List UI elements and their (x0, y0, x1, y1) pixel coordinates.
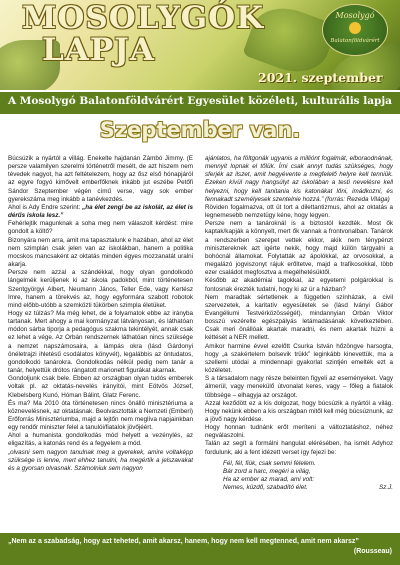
footer-quote-author: (Rousseau) (353, 548, 392, 555)
paragraph: Ahol a humanista gondolkodás mód helyett a vezénylés, az eligazítás, a katonás rend és a fegyelem a mód. (8, 432, 193, 448)
paragraph: Amikor harmine évvel ezelőtt Csurka István hőzöngve harsogta, hogy „a szakértelem bolsevik trükk” leginkább kinevettük, ma a szellemi utódai a mindennapi gyakorlat szintjén emelték ezt a közéletet. (205, 342, 393, 375)
paragraph-text: Ahol is Ady Endre szerint: (8, 203, 83, 211)
article-headline: Szeptember van. (99, 118, 301, 142)
newsletter-title (22, 2, 272, 66)
paragraph: Persze nem azzal a szándékkal, hogy olyan gondolkodó lángelmék kerüljenek ki az iskola padokból, mint történetesen Szentgyörgyi Albert, Neumann János, Teller Ede, vagy Kertész Imre, hanem a törekvés az, hogy egyformára szabott robotok mind előbb-utóbb a szemközti tükörben szimpla életüket. (8, 269, 193, 309)
footer-quote (8, 537, 392, 557)
paragraph: Gondoljunk csak bele. Ebben az országban olyan tudós emberek voltak pl. az oktatás-nevelés irányítói, mint Eötvös József, Klebelsberg Kunó, Hóman Bálint, Glatz Ferenc. (8, 375, 193, 399)
poem-line: Bár zord a harc, megéri a világ, (223, 467, 311, 475)
article-column-right (205, 155, 393, 529)
quoted-paragraph: „olvasni sem nagyon tanulnak meg a gyerekek, amire voltaképp szüksége is lenne, mert ehhez tanulni, ha megértik a jelszavakat és a gyorsan olvasnak. Számolniuk sem nagyon (8, 448, 193, 472)
subtitle: A Mosolygó Balatonföldvárért Egyesület közéleti, kulturális lapja (8, 95, 392, 107)
issue-date: 2021. szeptember (258, 70, 383, 85)
paragraph (8, 204, 193, 220)
logo-text-top: Mosolygó (335, 11, 375, 20)
poem-line: Fél, fél, fiúk, csak semmi félelem. (223, 459, 316, 467)
title-line-1: MOSOLYGÓK (22, 0, 265, 36)
paragraph: Nem maradtak sértetlenek a független színházak, a civil szervezetek, a karitatív egyesületek se (lásd Iványi Gábor Evangéliumi Testvérközösségét), mindannyian Orbán Viktor bosszú vezérelte egészpályás letámadásának következtében. Csak meri önállóak akartak maradni, és nem akartak húzni a kéttését a NER mellett. (205, 293, 393, 342)
poem-line: Ha az ember az marad, ami volt: (223, 476, 314, 484)
poem-excerpt (205, 460, 393, 493)
poem-line: Nemes, küzdő, szabadító élet. (223, 484, 308, 492)
author-signature: Sz.J. (379, 484, 393, 492)
quoted-paragraph: ajánlatos, ha föltgonák ugyanis a milliónt fogalmát, elboraodnának, mennyit lopnak el tőlük. Írni csak annyt tudás szükséges, hogy sferjék az ilszet, amit hegyévente a megfelelő helyre kell tenniük. Ezeken kívül nagy hangsúlyt az iskolában a testi nevelésre kell helyezni, hogy kell tanitania kis katonákat lőni, imádkozni, és fennakadt személyesek szentelnie hozzá.” (forrás: Rezeda Világa) (205, 155, 393, 203)
paragraph: Persze nem a tanároknál is a biztostól kezdték. Most ők kaptak/kapják a könnyelt, mert ők vannak a frontvonalban. Tanárok a rendszerben szerepet vettek ekkor, akik nem ténypénzt minisztereknek azt igérte nekik, hogy majd külön tárgyalni a bohócnál államokat. Folytatták az ápolókkal, az orvosokkal, a megalázó jogviszonyt rájuk erőltetve, majd a trafikosokkal, több ezer családot megfosztva a megélhetésüktől. (205, 220, 393, 277)
paragraph: És ma? Ma 2010 óta történetesen nincs önálló minisztériuma a köznevelésnek, az oktatásnak. Beolvasztották a Nemzeti (Emberi) Erőforrás Minisztériumba, majd a lejtőn nem meglíva napjainkban egy rendőr miniszter felel a tanulói/fiatalok jövőjéért. (8, 399, 193, 432)
paragraph: Fehérlejtik magunknak a soha meg nem válaszolt kérdést: mire gondolt a költő? (8, 220, 193, 236)
masthead-banner (0, 0, 400, 90)
footer-quote-text: „Nem az a szabadság, hogy azt teheted, amit akarsz, hanem, hogy nem kell megtenned, amit nem akarsz” (8, 538, 359, 545)
sun-icon (349, 22, 361, 34)
paragraph: Talán az segít a formálni hangulat elérésében, ha ismét Adyhoz fordulunk, aki a fent idézett verset így fejezi be: (205, 440, 393, 456)
paragraph: S a társadalom nagy része beleinten figyeli az eseményeket. Vagy álmerül, vagy menekülő útvonalat keres, vagy – főleg a fiatalok többsége – elhagyja az országot. (205, 375, 393, 399)
association-logo (322, 4, 388, 56)
paragraph: Azzal keződött ez a kis dolgozat, hogy búcsúzik a nyártól a világ. Hogy nekünk ebben a kis országban mitől kell még búcsúznunk, az a jövő nagy kérdése. (205, 399, 393, 423)
ady-quote: „ha élet zengi be az iskolát, az élet is dérűs iskola lesz.” (8, 203, 193, 220)
paragraph: Hogy honnan tudnánk erőt meríteni a változtatáshoz, néhez negválaszolni. (205, 424, 393, 440)
title-line-2: LAPJA (42, 32, 155, 68)
paragraph: Búcsúzik a nyártól a villág. Énekelte hajdanán Zámbó Jimmy. (E persze valamilyen szerelmi történetről mesélt, de azt hiszem nem tévedek nagyot, ha azt feltételezem, hogy az ősz első hónapjáról az egyre fogyó kimővelt emberfőknek inkább jut eszébe Petőfi Sándor Szeptember végén című verse, vagy sok ember gyerekszáma meg inkább a tanévkezdés. (8, 155, 193, 203)
paragraph: Röviden fogalmazva, ott üt tort a dilettantizmus, ahol az oktatás a legnemesebb nemzetügy kéne, hogy legyen. (205, 203, 393, 220)
logo-text-bottom: Balatonföldvárért (330, 38, 380, 44)
paragraph: Hogy ez túlzás? Ma még lehet, de a folyamatok ebbe az irányba tartanak. Mert ahogy a mai kormányzat látványosan, és láthatóan módon sárba tiporja a pedagógus szakma tekintélyét, annak csak ez lehet a vége. Az Orbán rendszernek láthatóan nincs szüksége a nemzet napszámosaira, a lámpás okra (lásd Gárdonyi önéletrajzi ihletésű csodálatos könyvét), legalábbis az öntudatos, gondolkodó tanárokra. Gondolkodás nélkül pedig nem tanár a tanár, helyettük drótos rángatott marionett figurákat akarnak. (8, 309, 193, 375)
article-column-left (8, 155, 193, 529)
paragraph: Később az akadémiai tagokkal, az egyetemi polgárokkal is fontosnak érezték tudatni, hogy ki az úr a házban? (205, 277, 393, 293)
paragraph: Bizonyára nem arra, amit ma tapasztalunk e hazában, ahol az élet nem szimplán csak jelen van az iskolákban, hanem a politika mocskos mancsaként az oktatás minden égyes mozzanatát uralni akarja. (8, 236, 193, 269)
